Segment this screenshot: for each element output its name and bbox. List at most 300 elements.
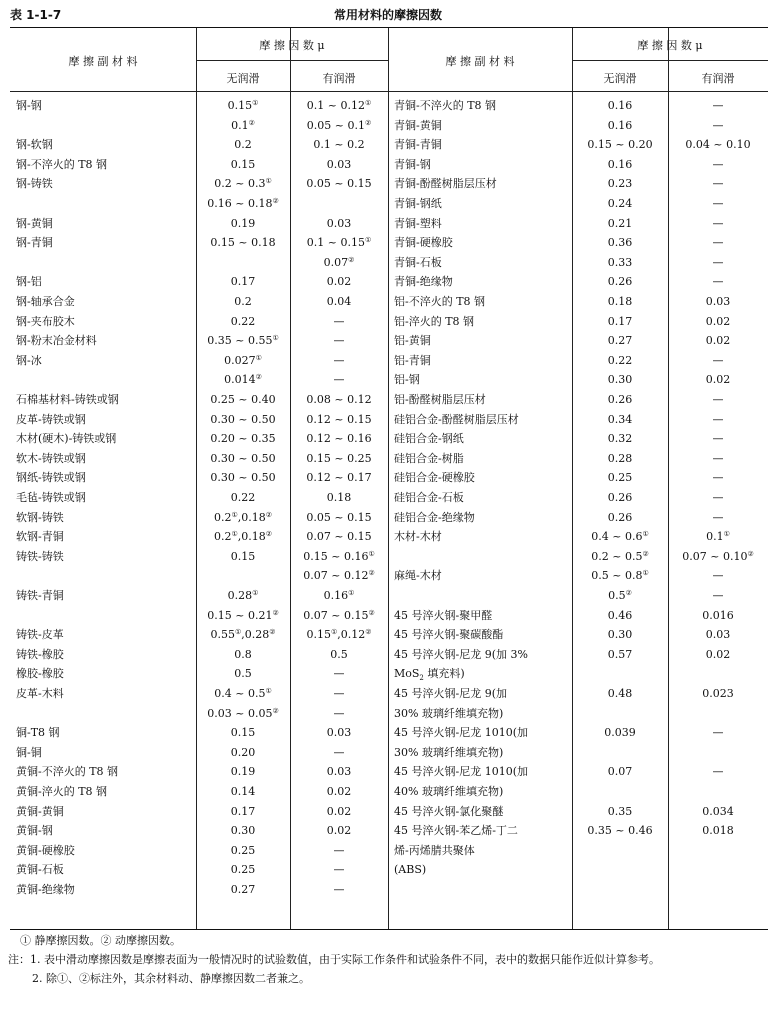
value-text: 0.12 ~ 0.16	[306, 432, 372, 446]
divider	[572, 60, 768, 61]
table-number: 表 1-1-7	[10, 8, 62, 22]
value-lubricated	[290, 625, 388, 644]
value-text: 0.02	[326, 824, 352, 838]
value-lubricated	[668, 488, 768, 507]
material-pair: 青铜-不淬火的 T8 钢	[394, 99, 497, 112]
divider	[388, 28, 389, 929]
value-lubricated	[668, 135, 768, 154]
value-text: 0.02	[326, 275, 352, 289]
value-dry	[196, 233, 290, 252]
value-text: 0.26	[607, 275, 633, 289]
value-text: 0.03	[326, 726, 352, 740]
value-dry	[572, 488, 668, 507]
value-dry	[196, 802, 290, 821]
value-text: 0.5	[608, 589, 626, 602]
value-lubricated	[668, 116, 768, 135]
value-dry	[196, 312, 290, 331]
value-text: 0.19	[230, 765, 256, 779]
value-lubricated	[668, 449, 768, 468]
material-pair: 45 号淬火钢-尼龙 1010(加	[394, 726, 528, 740]
value-dry	[196, 331, 290, 350]
value-lubricated	[668, 566, 768, 585]
value-text: 0.02	[326, 804, 352, 818]
material-pair: 钢-冰	[16, 353, 42, 367]
value-text: ,0.18	[237, 510, 266, 524]
header-lub-right: 有润滑	[701, 72, 735, 85]
value-dry	[572, 174, 668, 193]
material-pair: 45 号淬火钢-聚甲醛	[394, 608, 493, 622]
value-dry	[196, 586, 290, 605]
value-lubricated	[290, 606, 388, 625]
value-dry	[572, 96, 668, 115]
table-title: 常用材料的摩擦因数	[333, 8, 442, 22]
value-dry	[196, 449, 290, 468]
value-text: 0.8	[234, 647, 252, 661]
value-lubricated	[290, 96, 388, 115]
value-text: 0.1 ~ 0.15	[306, 236, 365, 250]
divider	[196, 60, 388, 61]
value-text: 0.21	[607, 216, 633, 230]
value-text: —	[333, 843, 345, 857]
value-dry	[572, 351, 668, 370]
material-pair: 硅铝合金-树脂	[394, 451, 464, 465]
value-text: 0.03	[705, 295, 731, 308]
material-pair: 烯-丙烯腈共聚体	[394, 843, 475, 857]
value-text: 0.25	[607, 471, 633, 485]
value-lubricated	[668, 312, 768, 331]
value-dry	[196, 527, 290, 546]
header-mu-left: 摩 擦 因 数 μ	[259, 39, 325, 52]
value-text: 0.03 ~ 0.05	[207, 706, 273, 720]
footnote-mark: ①	[252, 589, 259, 597]
value-text: 0.07 ~ 0.15	[303, 608, 369, 622]
value-dry	[572, 194, 668, 213]
value-text: 0.30 ~ 0.50	[210, 412, 276, 426]
material-pair: 钢-钢	[16, 99, 42, 112]
value-text: 0.02	[705, 373, 731, 387]
value-text: 0.28	[607, 451, 633, 465]
material-pair: 软钢-铸铁	[16, 510, 64, 524]
value-lubricated	[290, 645, 388, 664]
value-text: ,0.28	[241, 628, 270, 642]
value-lubricated	[290, 233, 388, 252]
value-text: 0.03	[705, 628, 731, 642]
value-lubricated	[290, 802, 388, 821]
material-pair: 黄铜-石板	[16, 863, 64, 877]
material-pair: 青铜-钢	[394, 157, 431, 171]
value-text: —	[333, 745, 345, 759]
value-text: 0.16 ~ 0.18	[207, 197, 273, 210]
value-lubricated	[668, 331, 768, 350]
material-pair: 钢-不淬火的 T8 钢	[16, 157, 108, 171]
value-lubricated	[290, 547, 388, 566]
material-pair: 硅铝合金-钢纸	[394, 432, 464, 446]
value-lubricated	[290, 292, 388, 311]
value-dry	[572, 116, 668, 135]
footnote-mark: ①	[348, 589, 355, 597]
value-text: 0.26	[607, 510, 633, 524]
value-text: 0.57	[607, 647, 633, 661]
value-text: —	[333, 883, 345, 896]
material-pair: 铝-淬火的 T8 钢	[394, 314, 475, 328]
value-text: —	[712, 451, 724, 465]
value-lubricated	[668, 468, 768, 487]
value-dry	[196, 116, 290, 135]
material-pair: 钢-铝	[16, 275, 42, 289]
value-text: 0.18	[326, 491, 352, 504]
value-lubricated	[290, 527, 388, 546]
value-dry	[196, 782, 290, 801]
note-1: 注：1. 表中滑动摩擦因数是摩擦表面为一般情况时的试验数值，由于实际工作条件和试验条件不同，表中的数据只能作近似计算参考。	[8, 953, 660, 966]
value-text: 0.15 ~ 0.25	[306, 451, 372, 465]
value-dry	[196, 841, 290, 860]
value-lubricated	[668, 253, 768, 272]
value-dry	[572, 566, 668, 585]
value-lubricated	[668, 370, 768, 389]
material-pair: 铝-钢	[394, 373, 420, 387]
value-text: 0.05 ~ 0.15	[306, 510, 372, 524]
value-text: 0.4 ~ 0.5	[214, 687, 266, 700]
value-text: —	[333, 353, 345, 367]
value-text: 0.039	[604, 726, 636, 740]
value-text: 0.4 ~ 0.6	[591, 530, 643, 544]
value-text: 0.1	[706, 530, 724, 544]
material-pair: 铸铁-橡胶	[16, 647, 64, 661]
value-text: 0.32	[607, 432, 633, 446]
header-dry-right: 无润滑	[603, 72, 637, 85]
material-pair: 黄铜-不淬火的 T8 钢	[16, 765, 119, 779]
material-pair: 硅铝合金-绝缘物	[394, 510, 475, 524]
value-dry	[196, 821, 290, 840]
material-pair: 黄铜-绝缘物	[16, 883, 75, 896]
value-text: —	[712, 471, 724, 485]
value-lubricated	[290, 821, 388, 840]
value-dry	[572, 292, 668, 311]
value-lubricated	[668, 586, 768, 605]
value-lubricated	[290, 135, 388, 154]
value-lubricated	[668, 233, 768, 252]
value-text: —	[712, 197, 724, 210]
footnote-mark: ②	[265, 530, 273, 539]
footnote-mark: ②	[365, 628, 372, 637]
value-dry	[572, 527, 668, 546]
value-lubricated	[290, 370, 388, 389]
value-text: 0.07	[607, 765, 633, 779]
value-text: 0.2	[213, 510, 232, 524]
value-text: 0.18	[607, 295, 633, 308]
footnote-mark: ①	[231, 510, 238, 519]
value-text: 0.33	[607, 255, 633, 269]
value-text: 0.14	[230, 785, 256, 798]
material-pair: 青铜-绝缘物	[394, 275, 453, 289]
value-dry	[572, 723, 668, 742]
value-text: —	[333, 863, 345, 877]
value-text: 0.26	[607, 491, 633, 504]
value-text: —	[712, 216, 724, 230]
value-lubricated	[290, 116, 388, 135]
material-pair: 硅铝合金-石板	[394, 491, 464, 504]
value-text: 0.35 ~ 0.55	[207, 334, 273, 348]
value-lubricated	[290, 468, 388, 487]
material-pair: 毛毡-铸铁或钢	[16, 491, 86, 504]
value-text: 0.04	[326, 295, 352, 308]
value-text: 0.30	[230, 824, 256, 838]
value-text: 0.48	[607, 687, 633, 700]
value-dry	[572, 762, 668, 781]
material-pair: 木材(硬木)-铸铁或钢	[16, 432, 117, 446]
value-lubricated	[668, 508, 768, 527]
value-text: 0.15	[230, 157, 256, 171]
material-pair: 铜-铜	[16, 745, 42, 759]
value-lubricated	[668, 174, 768, 193]
material-pair: 青铜-酚醛树脂层压材	[394, 177, 497, 191]
material-pair: 青铜-塑料	[394, 216, 442, 230]
note-2: 2. 除①、②标注外，其余材料动、静摩擦因数二者兼之。	[32, 972, 310, 985]
value-text: —	[712, 236, 724, 250]
value-dry	[196, 625, 290, 644]
footnote-mark: ②	[265, 510, 273, 519]
material-pair: 45 号淬火钢-尼龙 9(加 3%	[394, 647, 528, 661]
value-text: 0.07 ~ 0.15	[306, 530, 372, 544]
footnote-mark: ②	[364, 118, 372, 127]
value-dry	[196, 488, 290, 507]
value-text: 0.25	[230, 843, 256, 857]
header-dry-left: 无润滑	[226, 72, 260, 85]
value-text: 0.25 ~ 0.40	[210, 393, 276, 406]
value-text: 0.16	[607, 99, 633, 112]
footnote-mark: ①	[364, 99, 372, 107]
material-pair: 橡胶-橡胶	[16, 667, 64, 681]
material-pair: 木材-木材	[394, 530, 442, 544]
value-text: 0.5	[330, 647, 348, 661]
value-dry	[196, 390, 290, 409]
value-text: 0.16	[323, 589, 349, 602]
value-text: 0.35	[607, 804, 633, 818]
friction-table	[10, 27, 768, 930]
header-lub-left: 有润滑	[322, 72, 356, 85]
footnote-mark: ②	[255, 373, 262, 382]
value-lubricated	[668, 292, 768, 311]
material-pair: 30% 玻璃纤维填充物)	[394, 745, 504, 759]
material-pair: 青铜-黄铜	[394, 118, 442, 132]
value-dry	[572, 370, 668, 389]
value-dry	[572, 508, 668, 527]
value-text: 0.04 ~ 0.10	[685, 138, 751, 152]
value-lubricated	[290, 174, 388, 193]
value-text: —	[712, 726, 724, 740]
value-text: —	[712, 412, 724, 426]
value-lubricated	[668, 684, 768, 703]
value-text: 0.30	[607, 373, 633, 387]
value-text: —	[712, 255, 724, 269]
value-text: —	[712, 353, 724, 367]
value-text: 0.1 ~ 0.12	[306, 99, 365, 112]
value-text: 0.22	[230, 314, 256, 328]
value-text: —	[712, 432, 724, 446]
value-text: —	[333, 373, 345, 387]
value-text: 0.22	[607, 353, 633, 367]
value-text: 0.2 ~ 0.3	[214, 177, 266, 191]
value-text: 0.16	[607, 157, 633, 171]
material-pair: 45 号淬火钢-苯乙烯-丁二	[394, 824, 518, 838]
value-text: 0.25	[230, 863, 256, 877]
material-pair: 硅铝合金-硬橡胶	[394, 471, 475, 485]
value-lubricated	[290, 704, 388, 723]
value-text: 0.26	[607, 393, 633, 406]
value-dry	[572, 272, 668, 291]
value-lubricated	[668, 527, 768, 546]
value-text: —	[712, 510, 724, 524]
value-dry	[196, 214, 290, 233]
value-lubricated	[290, 272, 388, 291]
value-dry	[572, 331, 668, 350]
material-pair: 铸铁-铸铁	[16, 549, 64, 563]
footnote-mark: ①	[252, 99, 259, 107]
value-dry	[196, 508, 290, 527]
value-text: 0.023	[702, 687, 734, 700]
value-text: —	[333, 667, 345, 681]
value-text: 0.018	[702, 824, 734, 838]
value-text: 0.03	[326, 765, 352, 779]
value-text: 0.55	[210, 628, 235, 642]
material-pair: 40% 玻璃纤维填充物)	[394, 785, 504, 798]
value-text: 0.07 ~ 0.12	[303, 569, 369, 583]
value-dry	[196, 135, 290, 154]
value-dry	[196, 272, 290, 291]
value-text: ,0.18	[237, 530, 266, 544]
footnote-mark: ②	[272, 706, 279, 715]
material-pair: 软木-铸铁或钢	[16, 451, 86, 465]
divider	[10, 91, 768, 92]
material-pair: 黄铜-钢	[16, 824, 53, 838]
material-pair: 青铜-硬橡胶	[394, 236, 453, 250]
value-text: 0.02	[326, 785, 352, 798]
value-lubricated	[668, 762, 768, 781]
value-lubricated	[290, 586, 388, 605]
footnote-mark: ②	[747, 549, 754, 558]
value-dry	[572, 802, 668, 821]
value-text: —	[712, 118, 724, 132]
value-dry	[572, 468, 668, 487]
value-text: 0.03	[326, 157, 352, 171]
footnote-mark: ②	[272, 608, 279, 617]
footnote-mark: ①	[255, 353, 262, 362]
value-lubricated	[290, 860, 388, 879]
value-text: 0.15 ~ 0.21	[207, 608, 273, 622]
value-text: —	[712, 393, 724, 406]
value-text: 0.05 ~ 0.1	[306, 118, 365, 132]
material-text: 填充料)	[423, 667, 465, 681]
footnote-mark: ①	[234, 628, 242, 637]
value-dry	[196, 429, 290, 448]
value-lubricated	[290, 253, 388, 272]
value-lubricated	[668, 390, 768, 409]
value-dry	[572, 410, 668, 429]
value-lubricated	[668, 272, 768, 291]
value-text: 0.034	[702, 804, 734, 818]
value-lubricated	[668, 645, 768, 664]
value-lubricated	[290, 762, 388, 781]
material-pair: 铸铁-皮革	[16, 628, 64, 642]
value-lubricated	[290, 508, 388, 527]
value-text: 0.5	[234, 667, 252, 681]
value-lubricated	[668, 547, 768, 566]
value-text: —	[712, 491, 724, 504]
value-lubricated	[290, 743, 388, 762]
value-dry	[572, 214, 668, 233]
value-text: ,0.12	[337, 628, 366, 642]
value-text: 0.08 ~ 0.12	[306, 393, 372, 406]
footnote-mark: ①	[272, 334, 279, 343]
value-text: —	[333, 706, 345, 720]
value-text: —	[712, 177, 724, 191]
footnote-mark: ②	[642, 549, 649, 558]
value-dry	[572, 645, 668, 664]
value-text: —	[712, 589, 724, 602]
value-text: —	[712, 765, 724, 779]
value-lubricated	[290, 312, 388, 331]
value-text: 0.07	[323, 255, 349, 269]
footnote-mark: ②	[248, 118, 255, 127]
value-lubricated	[290, 449, 388, 468]
value-dry	[572, 253, 668, 272]
value-text: 0.2	[213, 530, 232, 544]
value-text: 0.02	[705, 314, 731, 328]
value-lubricated	[290, 351, 388, 370]
value-text: 0.24	[607, 197, 633, 210]
value-dry	[572, 155, 668, 174]
footnote-mark: ②	[348, 255, 355, 264]
material-pair: 铝-酚醛树脂层压材	[394, 393, 486, 406]
value-text: —	[712, 157, 724, 171]
value-dry	[572, 449, 668, 468]
subscript: 2	[419, 674, 424, 683]
material-pair: 45 号淬火钢-尼龙 1010(加	[394, 765, 528, 779]
material-pair: 黄铜-黄铜	[16, 804, 64, 818]
material-pair: 青铜-青铜	[394, 138, 442, 152]
material-pair: 30% 玻璃纤维填充物)	[394, 706, 504, 720]
material-pair: 青铜-钢纸	[394, 197, 442, 210]
value-text: 0.2	[234, 138, 252, 152]
value-text: 0.27	[607, 334, 633, 348]
material-pair: 钢-软钢	[16, 138, 53, 152]
footnote-mark: ②	[269, 628, 276, 637]
table-caption	[10, 2, 766, 24]
value-text: 0.03	[326, 216, 352, 230]
value-text: 0.46	[607, 608, 633, 622]
value-text: —	[333, 687, 345, 700]
value-text: 0.016	[702, 608, 734, 622]
value-dry	[572, 312, 668, 331]
material-pair: 钢-夹布胶木	[16, 314, 75, 328]
value-text: 0.15	[227, 99, 253, 112]
value-lubricated	[668, 410, 768, 429]
footnote-mark: ①	[723, 530, 730, 539]
header-pair-left: 摩 擦 副 材 料	[68, 55, 138, 68]
value-dry	[196, 684, 290, 703]
material-pair: 铝-不淬火的 T8 钢	[394, 295, 486, 308]
value-text: 0.28	[227, 589, 253, 602]
value-text: 0.36	[607, 236, 633, 250]
value-text: 0.20	[230, 745, 256, 759]
material-pair: 皮革-铸铁或钢	[16, 412, 86, 426]
value-lubricated	[668, 606, 768, 625]
footnote-mark: ①	[231, 530, 238, 539]
value-lubricated	[668, 214, 768, 233]
value-text: 0.30 ~ 0.50	[210, 451, 276, 465]
value-text: —	[333, 314, 345, 328]
value-dry	[196, 880, 290, 899]
